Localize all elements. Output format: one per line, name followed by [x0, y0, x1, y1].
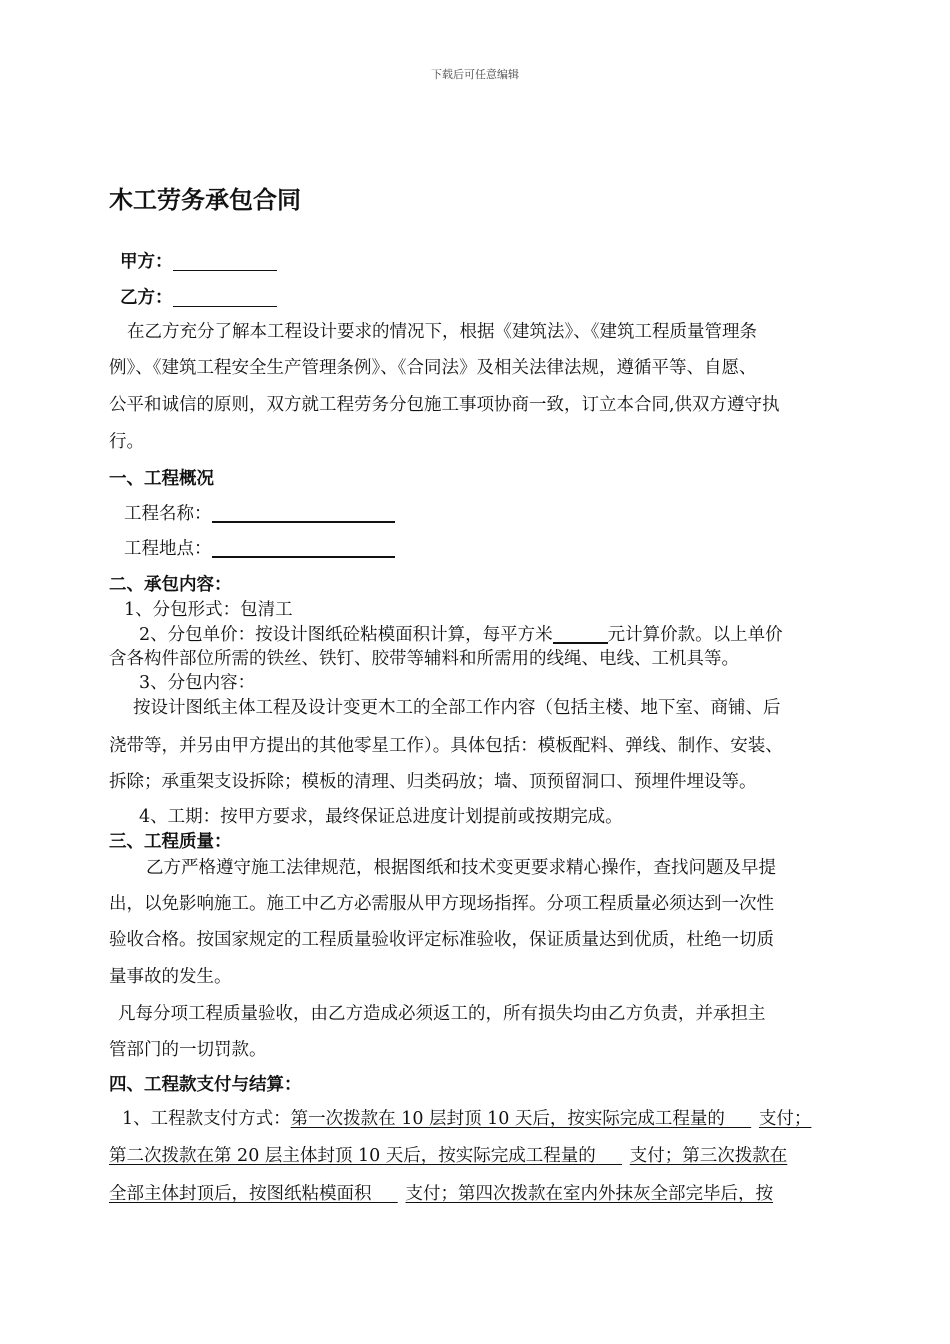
- s2-item3-text: 浇带等，并另由甲方提出的其他零星工作）。具体包括：模板配料、弹线、制作、安装、: [109, 736, 783, 756]
- payment-l2-b: 支付；第三次拨款在: [629, 1146, 788, 1166]
- section-4-heading: 四、工程款支付与结算：: [109, 1075, 302, 1095]
- s2-item2-line: [139, 621, 783, 646]
- s3-para1-line: 乙方严格遵守施工法律规范，根据图纸和技术变更要求精心操作，查找问题及早提: [146, 858, 776, 878]
- payment-line-2: [109, 1142, 787, 1167]
- header-note: 下载后可任意编辑: [431, 68, 519, 81]
- party-a-label: 甲方：: [120, 252, 173, 272]
- project-name-label: 工程名称：: [124, 504, 212, 524]
- payment-l1-b: 支付；: [758, 1109, 812, 1129]
- s3-para2-line: 凡每分项工程质量验收，由乙方造成必须返工的，所有损失均由乙方负责，并承担主: [118, 1004, 766, 1024]
- s2-item2-b: 元计算价款。以上单价: [607, 625, 783, 645]
- payment-line-1: [122, 1105, 811, 1130]
- s2-item3-text: 拆除；承重架支设拆除；模板的清理、归类码放；墙、顶预留洞口、预埋件埋设等。: [109, 772, 757, 792]
- contract-title: 木工劳务承包合同: [109, 186, 301, 214]
- party-b-blank: [173, 288, 277, 307]
- project-name-line: [124, 500, 395, 525]
- intro-line: 行。: [109, 432, 144, 452]
- intro-line: 公平和诚信的原则，双方就工程劳务分包施工事项协商一致，订立本合同,供双方遵守执: [109, 395, 780, 415]
- s3-para1-line: 出，以免影响施工。施工中乙方必需服从甲方现场指挥。分项工程质量必须达到一次性: [109, 894, 774, 914]
- project-location-line: [124, 535, 395, 560]
- intro-line: 在乙方充分了解本工程设计要求的情况下，根据《建筑法》、《建筑工程质量管理条: [127, 322, 757, 342]
- project-location-blank: [212, 538, 395, 558]
- payment-blank-3: [372, 1184, 406, 1204]
- payment-line-3: [109, 1180, 773, 1205]
- section-3-heading: 三、工程质量：: [109, 832, 232, 852]
- unit-price-blank: [553, 624, 608, 644]
- payment-method-label: 1、工程款支付方式：: [122, 1109, 291, 1129]
- section-1-heading: 一、工程概况: [109, 469, 214, 489]
- project-name-blank: [212, 503, 395, 523]
- intro-line: 例》、《建筑工程安全生产管理条例》、《合同法》及相关法律法规，遵循平等、自愿、: [109, 358, 757, 378]
- s3-para1-line: 量事故的发生。: [109, 967, 232, 987]
- s2-item1: 1、分包形式：包清工: [124, 600, 293, 620]
- payment-blank-1: [725, 1109, 759, 1129]
- s3-para2-line: 管部门的一切罚款。: [109, 1040, 267, 1060]
- payment-l3-c: 第四次拨款在室内外抹灰全部完毕后，按: [458, 1184, 773, 1204]
- payment-l1-a: 第一次拨款在 10 层封顶 10 天后，按实际完成工程量的: [290, 1109, 725, 1129]
- payment-l2-a: 第二次拨款在第 20 层主体封顶 10 天后，按实际完成工程量的: [109, 1146, 596, 1166]
- payment-blank-2: [596, 1146, 630, 1166]
- s2-item3-text: 按设计图纸主体工程及设计变更木工的全部工作内容（包括主楼、地下室、商铺、后: [133, 698, 781, 718]
- party-a-blank: [173, 252, 277, 271]
- party-a-line: [120, 248, 277, 273]
- s2-item4: 4、工期：按甲方要求，最终保证总进度计划提前或按期完成。: [139, 807, 623, 827]
- project-location-label: 工程地点：: [124, 539, 212, 559]
- party-b-label: 乙方：: [120, 288, 173, 308]
- party-b-line: [120, 284, 277, 309]
- section-2-heading: 二、承包内容：: [109, 575, 232, 595]
- s2-item3: 3、分包内容：: [139, 673, 256, 693]
- s3-para1-line: 验收合格。按国家规定的工程质量验收评定标准验收，保证质量达到优质，杜绝一切质: [109, 930, 774, 950]
- s2-item2-c: 含各构件部位所需的铁丝、铁钉、胶带等辅料和所需用的线绳、电线、工机具等。: [109, 649, 739, 669]
- s2-item2-a: 2、分包单价：按设计图纸砼粘模面积计算，每平方米: [139, 625, 553, 645]
- payment-l3-b: 支付；: [405, 1184, 458, 1204]
- payment-l3-a: 全部主体封顶后，按图纸粘模面积: [109, 1184, 372, 1204]
